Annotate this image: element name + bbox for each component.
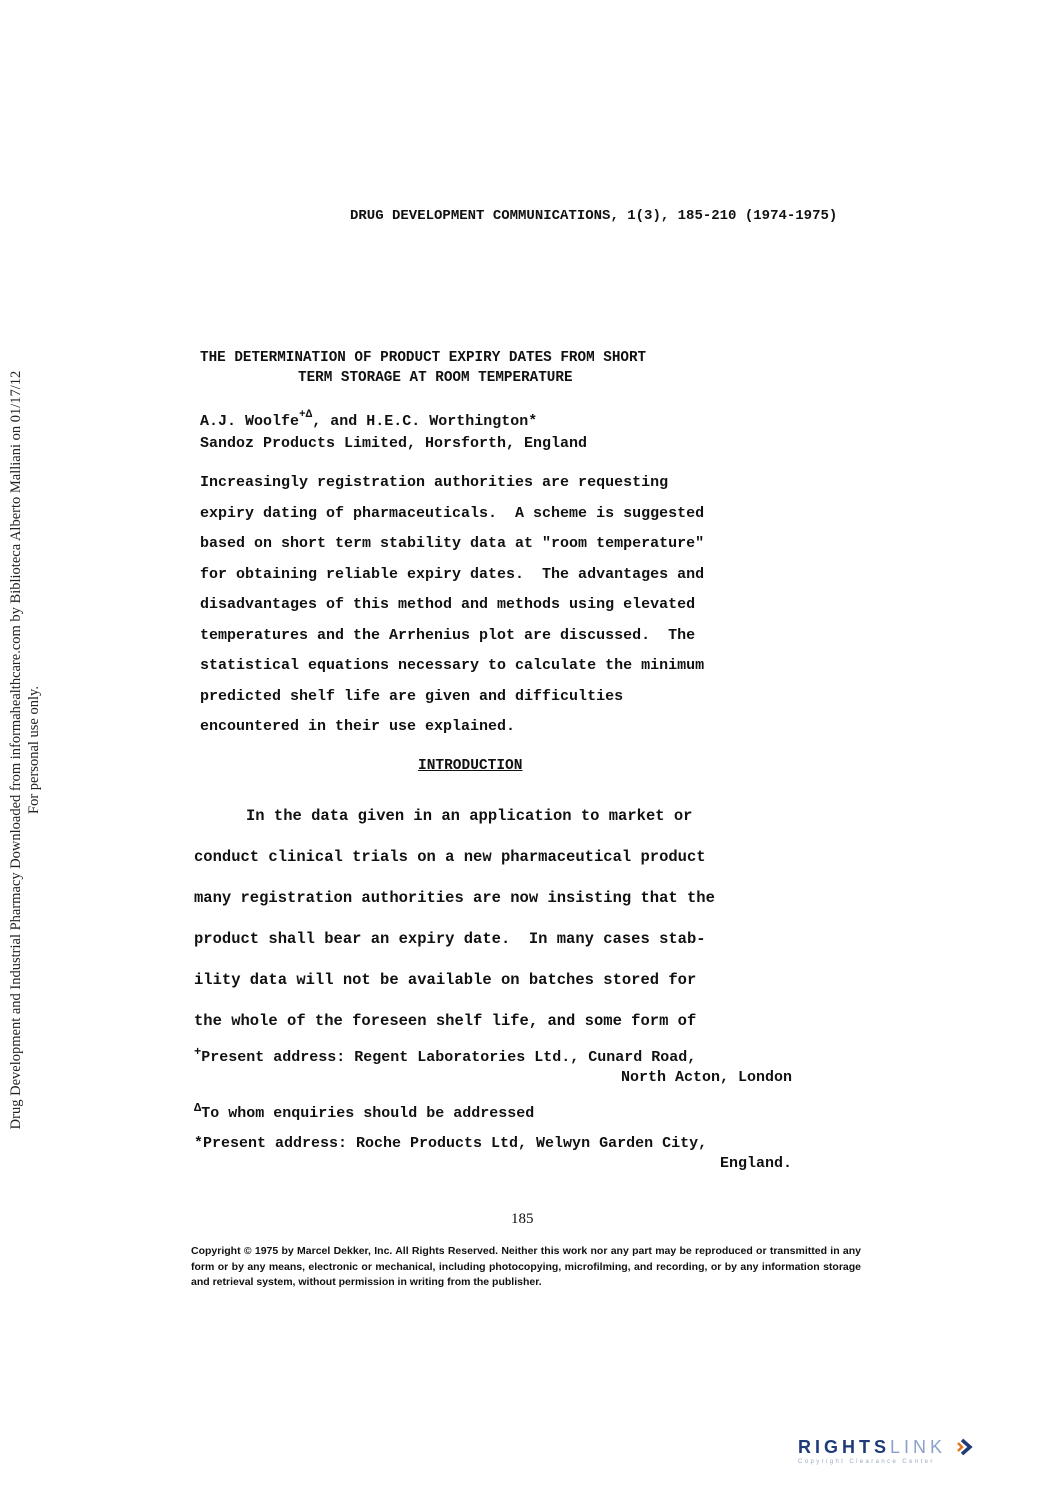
rightslink-word-link: LINK bbox=[890, 1437, 947, 1457]
abstract bbox=[200, 468, 810, 743]
abstract-line: disadvantages of this method and methods using elevated bbox=[200, 596, 696, 613]
footnote-3 bbox=[194, 1134, 804, 1174]
author-1: A.J. Woolfe bbox=[200, 413, 300, 430]
body-line: many registration authorities are now insisting that the bbox=[194, 889, 715, 907]
body-line: ility data will not be available on batches stored for bbox=[194, 971, 697, 989]
abstract-line: temperatures and the Arrhenius plot are discussed. The bbox=[200, 626, 696, 644]
author-2: , and H.E.C. Worthington* bbox=[312, 413, 538, 430]
journal-header: DRUG DEVELOPMENT COMMUNICATIONS, 1(3), 185-210 (1974-1975) bbox=[350, 208, 838, 224]
abstract-line: based on short term stability data at "room temperature" bbox=[200, 535, 705, 552]
article-title bbox=[200, 348, 646, 388]
rightslink-word-rights: RIGHTS bbox=[798, 1437, 891, 1457]
download-notice-line2: For personal use only. bbox=[26, 686, 42, 814]
title-line-1: THE DETERMINATION OF PRODUCT EXPIRY DATES FROM SHORT bbox=[200, 350, 647, 366]
footnote-2 bbox=[194, 1098, 804, 1124]
download-notice bbox=[0, 0, 50, 1500]
page-number: 185 bbox=[511, 1211, 534, 1227]
abstract-line: encountered in their use explained. bbox=[200, 718, 516, 735]
footnote-3-text: *Present address: Roche Products Ltd, Welwyn Garden City, bbox=[194, 1135, 708, 1152]
footnote-1-text: Present address: Regent Laboratories Ltd., Cunard Road, bbox=[201, 1049, 697, 1066]
rightslink-logo[interactable] bbox=[798, 1437, 1038, 1473]
rightslink-tagline: Copyright Clearance Center bbox=[798, 1459, 935, 1465]
footnote-1-continuation: North Acton, London bbox=[620, 1069, 792, 1086]
abstract-line: statistical equations necessary to calculate the minimum bbox=[200, 657, 705, 674]
footnote-1 bbox=[194, 1042, 804, 1088]
footnotes bbox=[194, 1042, 804, 1174]
rightslink-arrow-icon bbox=[956, 1438, 976, 1456]
body-line: product shall bear an expiry date. In many cases stab- bbox=[194, 930, 706, 948]
title-line-2: TERM STORAGE AT ROOM TEMPERATURE bbox=[298, 370, 573, 386]
footnote-3-continuation: England. bbox=[719, 1155, 792, 1172]
body-line: the whole of the foreseen shelf life, and some form of bbox=[194, 1012, 697, 1030]
abstract-line: predicted shelf life are given and difficulties bbox=[200, 687, 624, 705]
copyright-notice: Copyright © 1975 by Marcel Dekker, Inc. All Rights Reserved. Neither this work nor any part may be reproduced or transmitted in any form or by any means, electronic or mechanical, including photocopying, microfilming, and recording, or by any information storage and retrieval system, without permission in writing from the publisher. bbox=[191, 1245, 861, 1288]
author-1-mark: +Δ bbox=[299, 409, 313, 421]
section-heading-introduction: INTRODUCTION bbox=[418, 758, 523, 774]
footnote-1-mark: + bbox=[194, 1045, 202, 1059]
introduction-body bbox=[194, 796, 814, 1042]
body-line: conduct clinical trials on a new pharmaceutical product bbox=[194, 848, 706, 866]
footnote-2-text: To whom enquiries should be addressed bbox=[201, 1105, 535, 1122]
author-block bbox=[200, 404, 587, 455]
footnote-2-mark: Δ bbox=[194, 1101, 202, 1115]
abstract-line: expiry dating of pharmaceuticals. A scheme is suggested bbox=[200, 504, 705, 522]
body-line: In the data given in an application to market or bbox=[246, 807, 693, 825]
abstract-line: Increasingly registration authorities are requesting bbox=[200, 474, 669, 491]
download-notice-line1: Drug Development and Industrial Pharmacy Downloaded from informahealthcare.com by Biblioteca Alberto Malliani on 01/17/12 bbox=[8, 370, 24, 1130]
affiliation: Sandoz Products Limited, Horsforth, England bbox=[200, 435, 588, 452]
abstract-line: for obtaining reliable expiry dates. The advantages and bbox=[200, 565, 705, 583]
